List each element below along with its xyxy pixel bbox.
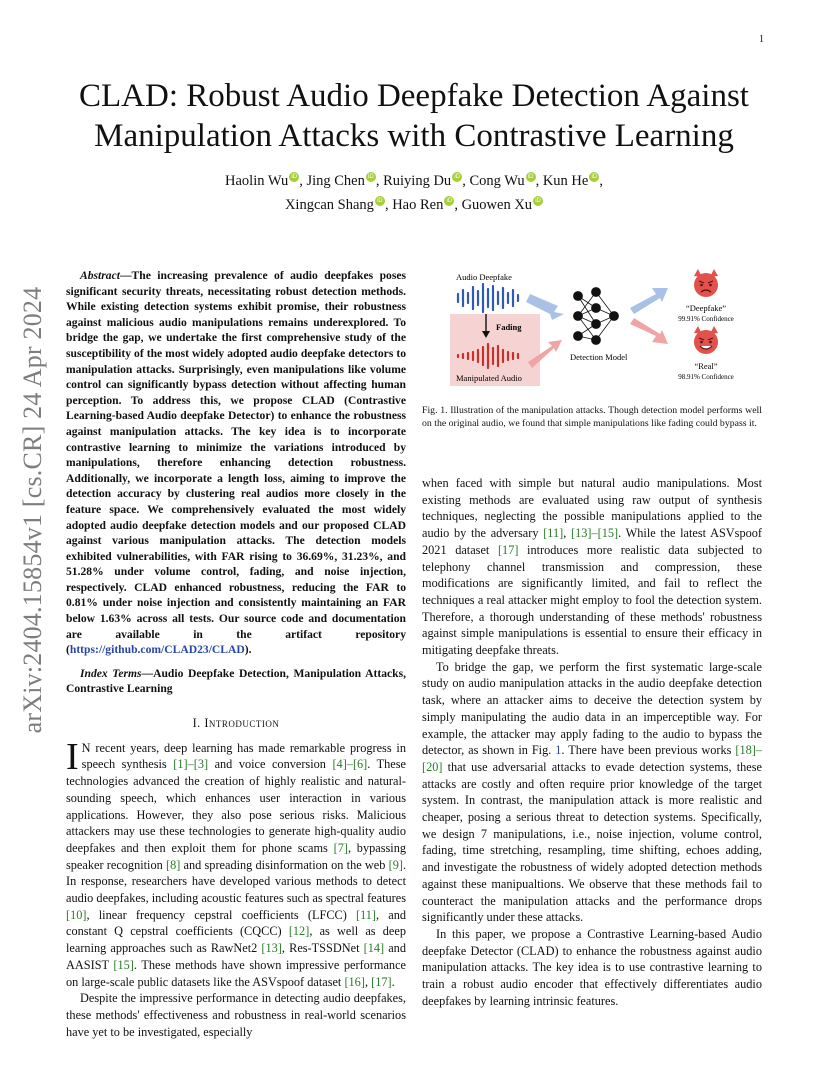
- text: N recent years, deep learning has made remarkable progress in speech synthesis: [81, 740, 406, 772]
- paper-title: [60, 76, 768, 156]
- text: when faced with simple but natural audio manipulations. Most existing methods are evaluated using raw output of synthesis techniques, neglecting the possible manipulations applied to the audio by the adversary: [422, 476, 762, 541]
- citation-link[interactable]: [13]–[15]: [571, 526, 619, 541]
- text: and spreading disinformation on the web: [180, 857, 389, 872]
- authors-line-2: Xingcan Shang iD , Hao Ren iD , Guowen Xu iD: [60, 196, 768, 214]
- text: .: [391, 974, 395, 989]
- intro-paragraph-2: Despite the impressive performance in detecting audio deepfakes, these methods' effectiveness and robustness in real-world scenarios have yet to be investigated, especially: [66, 991, 406, 1039]
- text: , Res-TSSDNet: [281, 941, 364, 956]
- figure-ref-link[interactable]: 1: [555, 743, 562, 758]
- fig-label-audio-deepfake: Audio Deepfake: [456, 272, 512, 282]
- title-line-2: Manipulation Attacks with Contrastive Learning: [94, 118, 734, 154]
- author-name: Cong Wu: [469, 173, 525, 189]
- devil-angry-icon: [694, 269, 718, 297]
- citation-link[interactable]: [8]: [165, 857, 181, 872]
- citation-link[interactable]: [1]–[3]: [173, 757, 209, 772]
- citation-link[interactable]: [12]: [288, 924, 310, 939]
- author-name: Guowen Xu: [461, 197, 533, 213]
- fig-conf-real: 98.91% Confidence: [678, 373, 734, 381]
- text: . These technologies advanced the creation of highly realistic and natural-sounding speech, which enhances user interaction in various applications. However, they also pose serious risks. Malicious attackers may use these technologies to generate high-quality audio deepfakes and then exploit them for phone scams: [66, 757, 407, 855]
- text: that use adversarial attacks to evade detection systems, these attacks are costly and often require prior knowledge of the target system. In contrast, the manipulation attack is more realistic and cheaper, posing a serious threat to detection systems. Specifically, we design 7 manipulations, i.e., noise injection, volume control, fading, time stretching, resampling, time shifting, echoes adding, and investigate the robustness of widely adopted detection methods against these manipualtions. We observe that these methods fail to counteract the manipulation attacks and the performance drops significantly under these attacks.: [422, 759, 762, 925]
- citation-link[interactable]: [18]–[20]: [422, 743, 762, 774]
- citation-link[interactable]: [17]: [371, 974, 392, 989]
- abstract: [66, 268, 406, 658]
- orcid-icon[interactable]: iD: [444, 196, 454, 206]
- fig-label-deepfake: “Deepfake”: [685, 303, 727, 313]
- text: . These methods have shown impressive performance on large-scale public datasets like the ASVspoof dataset: [66, 957, 406, 989]
- citation-link[interactable]: [14]: [363, 941, 385, 956]
- orcid-icon[interactable]: iD: [452, 172, 462, 182]
- figure-caption: Fig. 1. Illustration of the manipulation attacks. Though detection model performs well on the original audio, we found that simple manipulations like fading could bypass it.: [422, 405, 762, 429]
- arxiv-stamp: [6, 240, 60, 780]
- orcid-icon[interactable]: iD: [375, 196, 385, 206]
- figure-1: [446, 268, 766, 393]
- arrow-red-out: [630, 318, 668, 344]
- citation-link[interactable]: [13]: [261, 941, 282, 956]
- author-name: Ruiying Du: [383, 173, 452, 189]
- arrow-blue-out: [630, 288, 668, 314]
- citation-link[interactable]: [17]: [497, 542, 519, 557]
- orcid-icon[interactable]: iD: [289, 172, 299, 182]
- fig-conf-deepfake: 99.91% Confidence: [678, 315, 734, 323]
- abstract-end: ).: [244, 643, 252, 657]
- citation-link[interactable]: [7]: [333, 840, 348, 855]
- author-name: Jing Chen: [306, 173, 365, 189]
- text: , as well as deep learning approaches such as RawNet2: [66, 924, 406, 956]
- abstract-text: —The increasing prevalence of audio deepfakes poses significant security threats, necessitating robust detection methods. While existing detection systems exhibit promise, their robustness against malicious audio manipulations remains underexplored. To bridge the gap, we undertake the first comprehensive study of the susceptibility of the most widely adopted audio deepfake detectors to manipulation attacks. Surprisingly, even manipulations like volume control can significantly bypass detection without affecting human perception. To address this, we propose CLAD (Contrastive Learning-based Audio deepfake Detector) to enhance the robustness against manipulation attacks. The key idea is to incorporate contrastive learning to minimize the variations introduced by manipulations, therefore enhancing detection robustness. Additionally, we incorporate a length loss, aiming to improve the detection accuracy by clustering real audios more closely in the feature space. We comprehensively evaluated the most widely adopted audio deepfake detection models and our proposed CLAD against various manipulation attacks. The detection models exhibited vulnerabilities, with FAR rising to 36.69%, 31.23%, and 51.28% under volume control, fading, and noise injection, respectively. CLAD enhanced robustness, reducing the FAR to 0.81% under noise injection and consistently maintaining an FAR below 1.63% across all tests. Our source code and documentation are available in the artifact repository (: [66, 269, 406, 657]
- index-terms-label: Index Terms: [80, 666, 142, 680]
- citation-link[interactable]: [11]: [355, 907, 377, 922]
- orcid-icon[interactable]: iD: [589, 172, 599, 182]
- text: ,: [364, 974, 372, 989]
- index-terms: [66, 666, 406, 697]
- intro-paragraph-1: [66, 735, 407, 991]
- author-name: Kun He: [542, 173, 589, 189]
- author-name: Xingcan Shang: [284, 197, 374, 213]
- author-name: Hao Ren: [392, 197, 444, 213]
- artifact-link[interactable]: https://github.com/CLAD23/CLAD: [69, 643, 245, 657]
- orcid-icon[interactable]: iD: [366, 172, 376, 182]
- text: . While the latest ASVspoof 2021 dataset: [422, 526, 762, 557]
- right-paragraph-3: In this paper, we propose a Contrastive Learning-based Audio deepfake Detector (CLAD) to enhance the robustness against audio manipulation attacks. The key idea is to use contrastive learning to train a robust audio encoder that effectively differentiates audio deepfakes by learning intrinsic features.: [422, 926, 762, 1008]
- title-line-1: CLAD: Robust Audio Deepfake Detection Against: [79, 78, 749, 114]
- devil-smiling-icon: [694, 326, 718, 354]
- orcid-icon[interactable]: iD: [526, 172, 536, 182]
- citation-link[interactable]: [11]: [543, 526, 564, 541]
- detection-model-icon: [574, 288, 619, 345]
- text: . There have been previous works: [561, 743, 736, 758]
- left-column: [66, 268, 406, 1040]
- fig-label-manipulated: Manipulated Audio: [456, 373, 522, 383]
- right-paragraph-1: [422, 475, 762, 659]
- fig-label-model: Detection Model: [570, 352, 628, 362]
- original-waveform: [458, 284, 518, 312]
- text: To bridge the gap, we perform the first systematic large-scale study on audio manipulation attacks in the audio deepfake detection task, where an attacker aims to deceive the detection system by simply manipulating the audio data in an imperceptible way. For example, the attacker may apply fading to the audio to bypass the detector, as shown in Fig.: [422, 659, 762, 758]
- section-heading: I. Introduction: [192, 716, 280, 731]
- fig-label-real: “Real”: [694, 361, 718, 371]
- text: introduces more realistic data subjected to telephony channel transmission and compression, these modifications are significantly limited, and fail to reflect the techniques a real attacker might employ to fool the detection system. Therefore, a thorough understanding of these methods' robustness against simple manipulations is essential to ensure their efficacy in mitigating deepfake threats.: [422, 542, 762, 658]
- drop-cap: I: [66, 735, 79, 778]
- fig-label-fading: Fading: [496, 322, 522, 332]
- right-paragraph-2: [422, 659, 762, 926]
- text: , bypassing speaker recognition: [66, 840, 406, 872]
- orcid-icon[interactable]: iD: [533, 196, 543, 206]
- page-number: 1: [759, 34, 764, 45]
- text: . In response, researchers have developed various methods to detect audio deepfakes, including acoustic features such as spectral features: [66, 857, 407, 906]
- index-terms-text: —Audio Deepfake Detection, Manipulation Attacks, Contrastive Learning: [66, 666, 406, 696]
- text: and AASIST: [66, 941, 406, 972]
- arxiv-stamp-text: arXiv:2404.15854v1 [cs.CR] 24 Apr 2024: [18, 286, 47, 734]
- citation-link[interactable]: [15]: [113, 957, 134, 972]
- text: , linear frequency cepstral coefficients (LFCC): [86, 907, 356, 922]
- citation-link[interactable]: [16]: [344, 974, 365, 989]
- citation-link[interactable]: [4]–[6]: [332, 757, 368, 772]
- text: , and constant Q cepstral coefficients (CQCC): [66, 907, 407, 939]
- citation-link[interactable]: [9]: [388, 857, 403, 872]
- text: ,: [563, 526, 571, 541]
- text: and voice conversion: [208, 757, 333, 772]
- authors-line-1: Haolin Wu iD , Jing Chen iD , Ruiying Du iD , Cong Wu iD , Kun He iD ,: [225, 173, 603, 189]
- right-column: [422, 475, 762, 1010]
- citation-link[interactable]: [10]: [66, 907, 87, 922]
- abstract-label: Abstract: [80, 269, 120, 282]
- author-name: Haolin Wu: [225, 173, 289, 189]
